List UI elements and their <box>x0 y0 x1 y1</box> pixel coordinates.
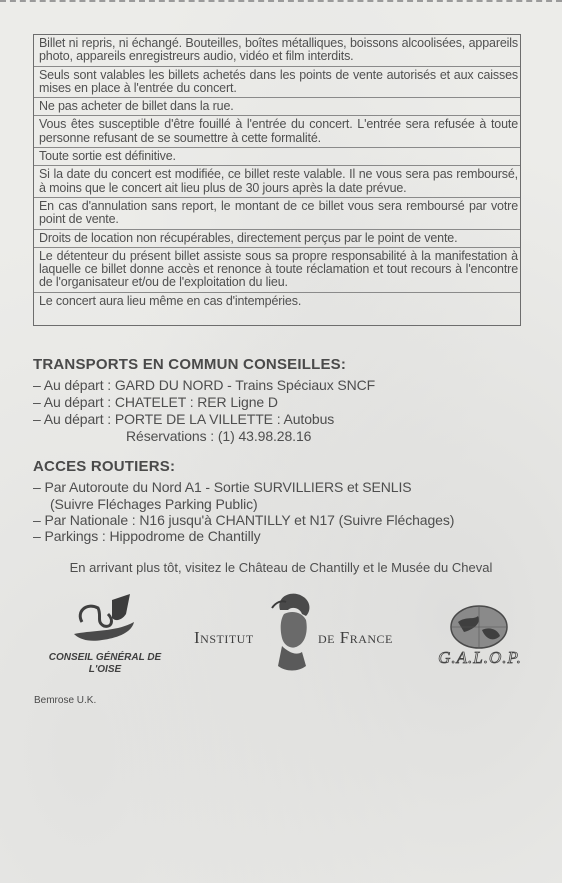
condition-item: Seuls sont valables les billets achetés dans les points de vente autorisés et aux caisses mises en place à l'entrée du concert. <box>34 67 520 99</box>
institut-label-left: Institut <box>194 628 254 647</box>
visit-note: En arrivant plus tôt, visitez le Château de Chantilly et le Musée du Cheval <box>69 560 493 575</box>
conseil-line-1: CONSEIL GÉNÉRAL DE <box>48 652 162 663</box>
transports-title: TRANSPORTS EN COMMUN CONSEILLES: <box>33 356 347 373</box>
conseil-line-2: L'OISE <box>88 664 122 675</box>
acces-line: – Parkings : Hippodrome de Chantilly <box>33 528 261 544</box>
condition-item: Toute sortie est définitive. <box>34 148 520 166</box>
condition-item: Vous êtes susceptible d'être fouillé à l'entrée du concert. L'entrée sera refusée à toute personne refusant de se soumettre à cette formalité. <box>34 116 520 148</box>
condition-item: Si la date du concert est modifiée, ce billet reste valable. Il ne vous sera pas remboursé, à moins que le concert ait lieu plus de 30 jours après la date prévue. <box>34 166 520 198</box>
condition-item: Le concert aura lieu même en cas d'intempéries. <box>39 293 302 308</box>
transport-line: – Au départ : CHATELET : RER Ligne D <box>33 394 278 410</box>
conditions-box <box>33 34 521 326</box>
acces-line: – Par Autoroute du Nord A1 - Sortie SURVILLIERS et SENLIS <box>33 479 412 495</box>
acces-line: – Par Nationale : N16 jusqu'à CHANTILLY et N17 (Suivre Fléchages) <box>33 512 455 528</box>
minerva-head-icon <box>262 590 322 678</box>
condition-item: Le détenteur du présent billet assiste sous sa propre responsabilité à la manifestation à laquelle ce billet donne accès et renonce à toute réclamation et tout recours à l'encontre de l'organisateur et/ou de l'exploitation du lieu. <box>34 248 520 293</box>
acces-title: ACCES ROUTIERS: <box>33 458 176 475</box>
conseil-general-label <box>44 652 166 676</box>
condition-item: Droits de location non récupérables, directement perçus par le point de vente. <box>34 230 520 248</box>
transport-line: – Au départ : GARD DU NORD - Trains Spéciaux SNCF <box>33 377 376 393</box>
condition-item: En cas d'annulation sans report, le montant de ce billet vous sera remboursé par votre point de vente. <box>34 198 520 230</box>
condition-item: Ne pas acheter de billet dans la rue. <box>34 98 520 116</box>
globe-icon <box>448 604 510 650</box>
printer-credit: Bemrose U.K. <box>34 695 97 706</box>
perforation-edge <box>0 0 562 5</box>
galop-logo: G.A.L.O.P. <box>438 648 522 667</box>
transport-line: – Au départ : PORTE DE LA VILLETTE : Autobus <box>33 411 335 427</box>
condition-item: Billet ni repris, ni échangé. Bouteilles, boîtes métalliques, boissons alcoolisées, appareils photo, appareils enregistreurs audio, vidéo et film interdits. <box>34 35 520 67</box>
acces-line: (Suivre Fléchages Parking Public) <box>50 496 258 512</box>
reservations-line: Réservations : (1) 43.98.28.16 <box>126 428 312 444</box>
institut-label-right: de France <box>318 628 393 647</box>
